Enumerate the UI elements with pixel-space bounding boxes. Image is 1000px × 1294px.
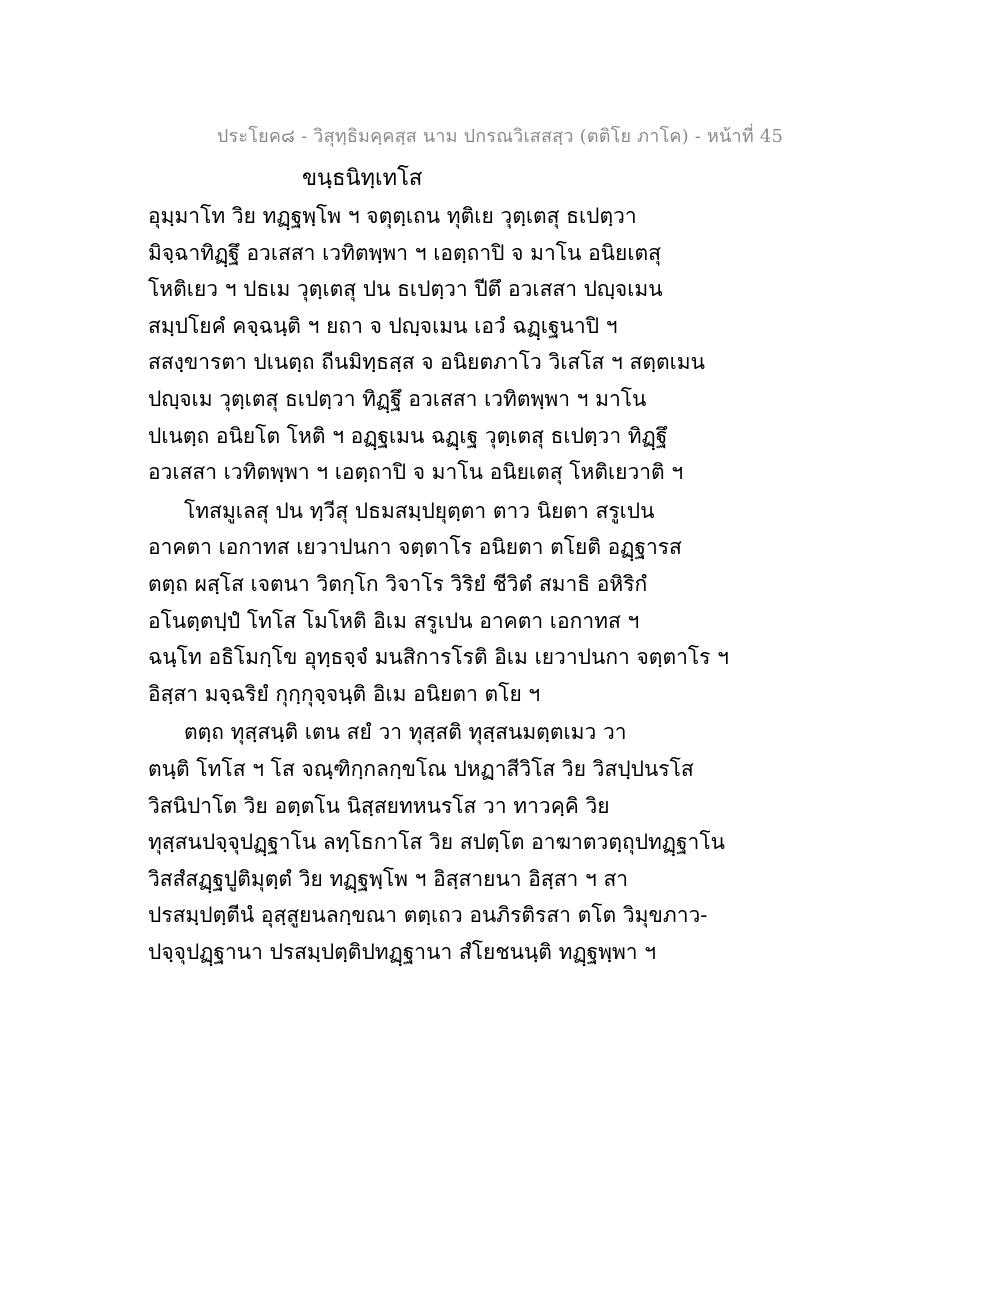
section-heading: ขนฺธนิทฺเทโส	[302, 166, 423, 191]
text-line: มิจฺฉาทิฏฺฐึ อวเสสา เวทิตพฺพา ฯ เอตฺถาปิ จ มาโน อนิยเตสุ	[148, 240, 661, 265]
text-line: ปจฺจุปฏฺฐานา ปรสมฺปตฺติปทฏฺฐานา สํโยชนนฺติ ทฏฺฐพฺพา ฯ	[148, 939, 657, 964]
text-line: ปเนตฺถ อนิยโต โหติ ฯ อฏฺฐเมน ฉฏฺเฐ วุตฺเตสุ ธเปตฺวา ทิฏฺฐึ	[148, 423, 668, 448]
text-line: ปญฺจเม วุตฺเตสุ ธเปตฺวา ทิฏฺฐึ อวเสสา เวทิตพฺพา ฯ มาโน	[148, 386, 647, 411]
body-text	[148, 198, 748, 970]
text-line: สสงฺขารตา ปเนตฺถ ถีนมิทฺธสฺส จ อนิยตภาโว วิเสโส ฯ สตฺตเมน	[148, 350, 705, 375]
text-line: อาคตา เอกาทส เยวาปนกา จตฺตาโร อนิยตา ตโยติ อฏฺฐารส	[148, 535, 682, 560]
paragraph	[148, 198, 748, 491]
text-line: อุมฺมาโท วิย ทฏฺฐพฺโพ ฯ จตุตฺเถน ทุติเย วุตฺเตสุ ธเปตฺวา	[148, 204, 637, 228]
paragraph	[148, 493, 748, 713]
text-line: ปรสมฺปตฺตีนํ อุสฺสูยนลกฺขณา ตตฺเถว อนภิรติรสา ตโต วิมุขภาว-	[148, 903, 708, 928]
text-line: สมฺปโยคํ คจฺฉนฺติ ฯ ยถา จ ปญฺจเมน เอวํ ฉฏฺเฐนาปิ ฯ	[148, 313, 618, 338]
text-line: อวเสสา เวทิตพฺพา ฯ เอตฺถาปิ จ มาโน อนิยเตสุ โหติเยวาติ ฯ	[148, 460, 684, 485]
text-line: ตตฺถ ทุสฺสนฺติ เตน สยํ วา ทุสฺสติ ทุสฺสนมตฺตเมว วา	[184, 720, 627, 745]
text-line: อิสฺสา มจฺฉริยํ กุกฺกุจฺจนฺติ อิเม อนิยตา ตโย ฯ	[148, 681, 541, 706]
text-line: ทุสฺสนปจฺจุปฏฺฐาโน ลทฺโธกาโส วิย สปตฺโต อาฆาตวตฺถุปทฏฺฐาโน	[148, 830, 725, 855]
text-line: ตนฺติ โทโส ฯ โส จณฺฑิกฺกลกฺขโณ ปหฏาสีวิโส วิย วิสปฺปนรโส	[148, 756, 694, 781]
text-line: ตตฺถ ผสฺโส เจตนา วิตกฺโก วิจาโร วิริยํ ชีวิตํ สมาธิ อหิริกํ	[148, 571, 648, 596]
text-line: ฉนฺโท อธิโมกฺโข อุทฺธจฺจํ มนสิการโรติ อิเม เยวาปนกา จตฺตาโร ฯ	[148, 645, 729, 670]
text-line: วิสสํสฏฺฐปูติมุตฺตํ วิย ทฏฺฐพฺโพ ฯ อิสฺสายนา อิสฺสา ฯ สา	[148, 866, 629, 891]
text-line: โหติเยว ฯ ปธเม วุตฺเตสุ ปน ธเปตฺวา ปีตึ อวเสสา ปญฺจเมน	[148, 277, 663, 302]
running-header: ประโยค๘ - วิสุทฺธิมคฺคสฺส นาม ปกรณวิเสสสฺว (ตติโย ภาโค) - หน้าที่ 45	[216, 126, 784, 147]
text-line: วิสนิปาโต วิย อตฺตโน นิสฺสยทหนรโส วา ทาวคฺคิ วิย	[148, 793, 610, 818]
text-line: โทสมูเลสุ ปน ทฺวีสุ ปธมสมฺปยุตฺตา ตาว นิยตา สรูเปน	[184, 498, 655, 523]
text-line: อโนตฺตปฺปํ โทโส โมโหติ อิเม สรูเปน อาคตา เอกาทส ฯ	[148, 608, 640, 633]
paragraph	[148, 714, 748, 970]
